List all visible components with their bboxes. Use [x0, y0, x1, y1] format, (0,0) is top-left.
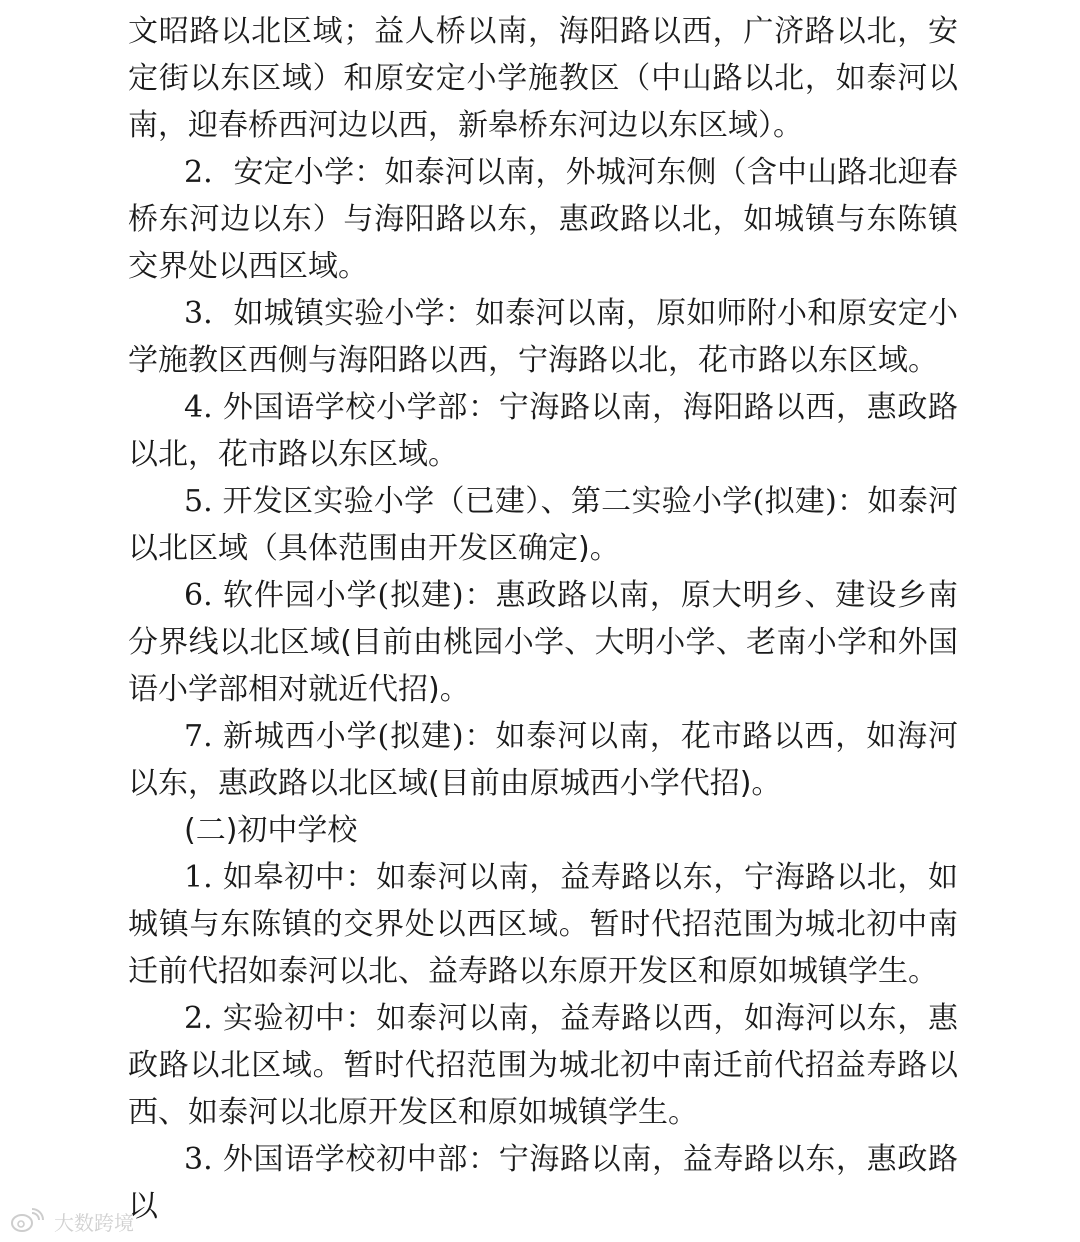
- paragraph-0: [128, 8, 958, 149]
- paragraph-text: 如泰河以南，原如师附小和原安定小学施教区西侧与海阳路以西，宁海路以北，花市路以东区域。: [128, 296, 959, 378]
- paragraph-lead: 6. 软件园小学(拟建)：: [184, 578, 496, 613]
- paragraph-lead: 3．如城镇实验小学：: [184, 296, 476, 331]
- document-body: [128, 8, 958, 1230]
- paragraph-text: 如泰河以南，益寿路以东，宁海路以北，如城镇与东陈镇的交界处以西区域。暂时代招范围为城北初中南迁前代招如泰河以北、益寿路以东原开发区和原如城镇学生。: [128, 860, 958, 989]
- watermark-text: 大数跨境: [54, 1210, 134, 1235]
- paragraph-text: 如泰河以南，益寿路以西，如海河以东，惠政路以北区域。暂时代招范围为城北初中南迁前代招益寿路以西、如泰河以北原开发区和原如城镇学生。: [128, 1001, 958, 1130]
- paragraph-lead: 1. 如皋初中：: [184, 860, 377, 895]
- paragraph-lead: 3. 外国语学校初中部：: [184, 1142, 499, 1177]
- weibo-logo-icon: [10, 1208, 50, 1234]
- paragraph-text: 如泰河以北区域（具体范围由开发区确定)。: [128, 484, 958, 566]
- paragraph-lead: 4. 外国语学校小学部：: [184, 390, 499, 425]
- paragraph-text: 惠政路以南，原大明乡、建设乡南分界线以北区域(目前由桃园小学、大明小学、老南小学和外国语小学部相对就近代招)。: [128, 578, 958, 707]
- paragraph-10: [128, 1136, 958, 1230]
- paragraph-1: [128, 149, 958, 290]
- paragraph-text: (二)初中学校: [184, 813, 358, 848]
- paragraph-text: 如泰河以南，外城河东侧（含中山路北迎春桥东河边以东）与海阳路以东，惠政路以北，如城镇与东陈镇交界处以西区域。: [128, 155, 959, 284]
- paragraph-3: [128, 384, 958, 478]
- paragraph-text: 文昭路以北区域；益人桥以南，海阳路以西，广济路以北，安定街以东区域）和原安定小学施教区（中山路以北，如泰河以南，迎春桥西河边以西，新皋桥东河边以东区域）。: [128, 14, 958, 143]
- paragraph-text: 宁海路以南，海阳路以西，惠政路以北，花市路以东区域。: [128, 390, 958, 472]
- paragraph-4: [128, 478, 958, 572]
- paragraph-lead: 5. 开发区实验小学（已建）、第二实验小学(拟建)：: [184, 484, 868, 519]
- section-heading: [128, 807, 958, 854]
- paragraph-2: [128, 290, 958, 384]
- watermark: [10, 1206, 134, 1236]
- paragraph-9: [128, 995, 958, 1136]
- paragraph-lead: 7. 新城西小学(拟建)：: [184, 719, 496, 754]
- paragraph-lead: 2. 实验初中：: [184, 1001, 377, 1036]
- paragraph-text: 如泰河以南，花市路以西，如海河以东，惠政路以北区域(目前由原城西小学代招)。: [128, 719, 958, 801]
- paragraph-8: [128, 854, 958, 995]
- paragraph-text: 宁海路以南，益寿路以东，惠政路以: [128, 1142, 958, 1224]
- paragraph-5: [128, 572, 958, 713]
- paragraph-lead: 2．安定小学：: [184, 155, 385, 190]
- paragraph-6: [128, 713, 958, 807]
